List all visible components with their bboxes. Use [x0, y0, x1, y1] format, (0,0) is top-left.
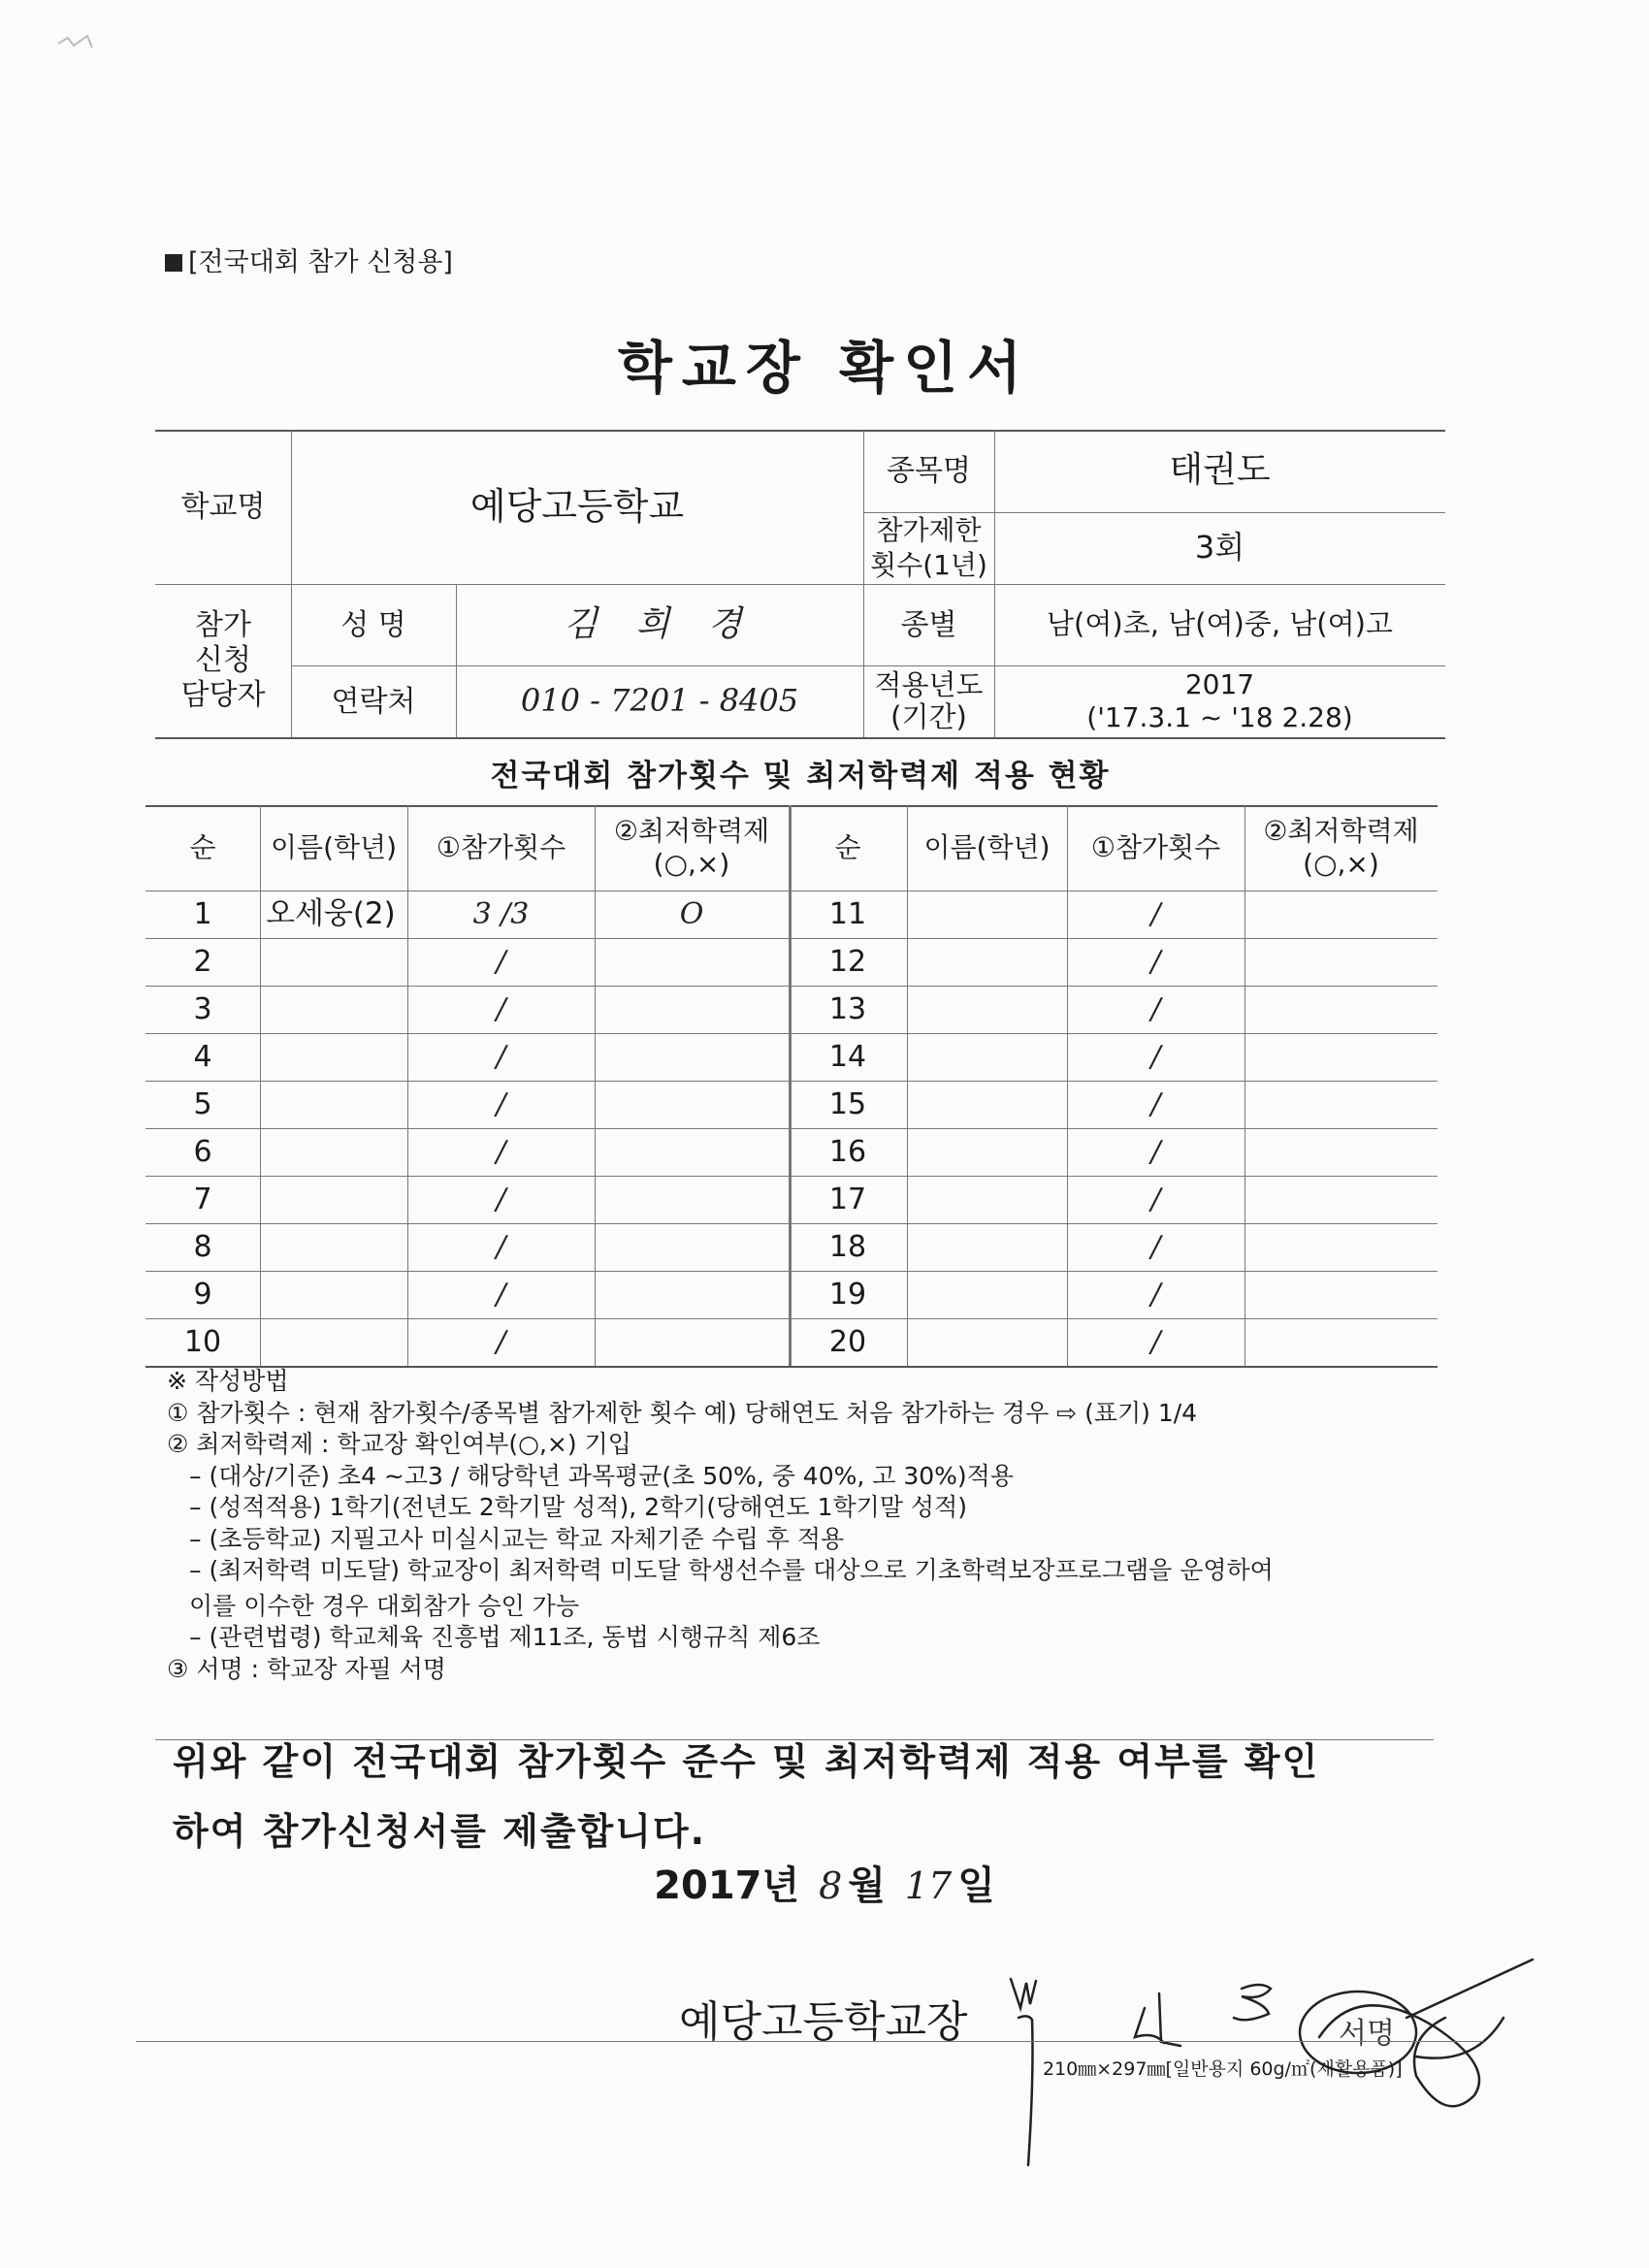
- contact-value-handwritten: 010 - 7201 - 8405: [520, 682, 799, 720]
- table-cell-academic: [595, 1223, 789, 1271]
- table-cell-no: 18: [828, 1230, 867, 1264]
- table-cell-count: /: [1150, 1087, 1161, 1121]
- applicant-label-line3: 담당자: [180, 678, 266, 712]
- instruction-line: – (관련법령) 학교체육 진흥법 제11조, 동법 시행규칙 제6조: [189, 1623, 821, 1651]
- table-cell-academic: [1245, 1128, 1438, 1176]
- table-cell-name: [907, 1176, 1067, 1223]
- sport-value: 태권도: [1169, 450, 1271, 491]
- participation-limit-value: 3회: [1194, 529, 1245, 567]
- submission-date: [0, 1855, 1649, 1910]
- status-table-title: 전국대회 참가횟수 및 최저학력제 적용 현황: [490, 758, 1111, 794]
- participation-limit-label: [863, 512, 994, 584]
- table-cell-no: 4: [193, 1040, 212, 1074]
- table-cell-name: [260, 938, 407, 986]
- statement-line-2: 하여 참가신청서를 제출합니다.: [173, 1810, 707, 1853]
- header-order: 순: [189, 830, 216, 863]
- table-cell-count: /: [496, 1278, 506, 1312]
- instruction-line: 이를 이수한 경우 대회참가 승인 가능: [189, 1591, 579, 1620]
- contact-label: 연락처: [331, 684, 416, 719]
- table-cell-count: /: [496, 992, 506, 1026]
- applicable-year-label-line2: (기간): [890, 700, 967, 733]
- table-cell-no: 7: [193, 1183, 212, 1216]
- date-month-label: 월: [848, 1863, 886, 1908]
- school-name-value: 예당고등학교: [469, 484, 685, 528]
- table-cell-name: [260, 1318, 407, 1366]
- applicable-year-label-line1: 적용년도: [874, 667, 984, 701]
- table-cell-count: /: [496, 1325, 506, 1359]
- table-cell-no: 8: [193, 1230, 212, 1264]
- applicant-manager-label: [155, 584, 291, 737]
- table-cell-name: [260, 1033, 407, 1081]
- table-cell-count: /: [1150, 1230, 1161, 1264]
- principal-title: 예당고등학교장: [679, 1997, 968, 2047]
- table-cell-academic: [595, 1128, 789, 1176]
- school-name-label: 학교명: [180, 490, 266, 524]
- table-cell-count: /: [496, 1230, 506, 1264]
- applicable-period: ('17.3.1 ~ '18 2.28): [1086, 701, 1353, 733]
- table-cell-academic: [1245, 1176, 1438, 1223]
- table-cell-no: 9: [193, 1278, 212, 1312]
- sport-label: 종목명: [887, 454, 971, 488]
- table-cell-no: 12: [828, 945, 867, 979]
- table-cell-name: [907, 986, 1067, 1033]
- table-cell-count: 3 /3: [472, 897, 530, 931]
- header-minimum-academic-line1: ②최저학력제: [1263, 815, 1419, 848]
- table-cell-name: [907, 1271, 1067, 1318]
- table-cell-name: [907, 938, 1067, 986]
- table-cell-no: 10: [183, 1325, 222, 1359]
- square-bullet-icon: [165, 254, 182, 272]
- table-cell-no: 13: [828, 992, 867, 1026]
- table-cell-academic: [595, 1318, 789, 1366]
- stamp-text: 서명: [1339, 2017, 1395, 2051]
- table-cell-academic: [595, 1081, 789, 1128]
- instruction-line: – (대상/기준) 초4 ~고3 / 해당학년 과목평균(초 50%, 중 40%, 고 30%)적용: [189, 1461, 1014, 1490]
- table-cell-academic: [1245, 938, 1438, 986]
- table-cell-academic: [1245, 1081, 1438, 1128]
- header-minimum-academic-line2: (○,×): [1303, 848, 1379, 880]
- date-month-handwritten: 8: [819, 1864, 843, 1907]
- header-minimum-academic: [595, 805, 789, 891]
- table-cell-count: /: [1150, 1278, 1161, 1312]
- table-cell-no: 5: [193, 1087, 212, 1121]
- table-cell-no: 16: [828, 1135, 867, 1169]
- header-name-grade: 이름(학년): [923, 830, 1051, 863]
- table-cell-name: [260, 1271, 407, 1318]
- table-cell-academic: [595, 986, 789, 1033]
- table-cell-no: 3: [193, 992, 212, 1026]
- table-cell-name: [907, 891, 1067, 938]
- table-cell-name: [260, 986, 407, 1033]
- date-day-handwritten: 17: [904, 1864, 953, 1907]
- table-cell-academic: [1245, 1223, 1438, 1271]
- header-name-grade: 이름(학년): [270, 830, 398, 863]
- document-title: 학교장 확인서: [617, 335, 1032, 401]
- section-tag-text: [전국대회 참가 신청용]: [188, 247, 453, 277]
- table-cell-academic: [595, 938, 789, 986]
- header-minimum-academic-line2: (○,×): [653, 848, 730, 880]
- table-cell-count: /: [1150, 1325, 1161, 1359]
- table-cell-academic: [1245, 986, 1438, 1033]
- table-cell-count: /: [496, 945, 506, 979]
- table-cell-academic: [595, 1271, 789, 1318]
- table-cell-count: /: [496, 1135, 506, 1169]
- applicant-label-line1: 참가: [195, 608, 251, 642]
- category-label: 종별: [900, 607, 957, 642]
- applicable-year-value: [994, 665, 1445, 737]
- table-cell-name: 오세웅(2): [266, 896, 396, 932]
- confirmation-statement: [173, 1727, 1463, 1866]
- instruction-line: – (성적적용) 1학기(전년도 2학기말 성적), 2학기(당해연도 1학기말 성적): [189, 1493, 967, 1521]
- header-order: 순: [834, 830, 861, 863]
- table-cell-academic: [595, 1176, 789, 1223]
- table-cell-name: [907, 1033, 1067, 1081]
- instruction-line: ① 참가횟수 : 현재 참가횟수/종목별 참가제한 횟수 예) 당해연도 처음 참가하는 경우 ⇨ (표기) 1/4: [167, 1398, 1198, 1427]
- table-cell-no: 2: [193, 945, 212, 979]
- table-cell-no: 19: [828, 1278, 867, 1312]
- header-participation-count: ①참가횟수: [1090, 830, 1221, 863]
- name-label: 성 명: [340, 607, 406, 642]
- applicable-year-label: [863, 665, 994, 737]
- header-minimum-academic-line1: ②최저학력제: [613, 815, 770, 848]
- table-cell-name: [907, 1223, 1067, 1271]
- table-cell-name: [907, 1081, 1067, 1128]
- status-table-bottom-border: [146, 1366, 1438, 1368]
- table-cell-academic: [595, 1033, 789, 1081]
- table-cell-count: /: [1150, 945, 1161, 979]
- table-cell-no: 11: [828, 897, 867, 931]
- paper-spec: 210㎜×297㎜[일반용지 60g/㎡(재활용품)]: [1043, 2058, 1403, 2080]
- table-cell-name: [907, 1128, 1067, 1176]
- header-minimum-academic: [1245, 805, 1438, 891]
- instruction-line: ※ 작성방법: [167, 1367, 289, 1395]
- table-cell-academic: [1245, 1033, 1438, 1081]
- statement-line-1: 위와 같이 전국대회 참가횟수 준수 및 최저학력제 적용 여부를 확인: [173, 1740, 1320, 1783]
- participation-limit-label-line1: 참가제한: [876, 513, 982, 546]
- table-cell-count: /: [496, 1183, 506, 1216]
- table-cell-no: 14: [828, 1040, 867, 1074]
- instruction-line: ② 최저학력제 : 학교장 확인여부(○,×) 기입: [167, 1430, 631, 1458]
- category-value: 남(여)초, 남(여)중, 남(여)고: [1047, 607, 1393, 641]
- table-cell-name: [260, 1176, 407, 1223]
- table-cell-count: /: [1150, 1135, 1161, 1169]
- instruction-line: ③ 서명 : 학교장 자필 서명: [167, 1654, 446, 1683]
- name-value-handwritten: 김 희 경: [564, 603, 756, 644]
- table-cell-academic: [1245, 891, 1438, 938]
- table-cell-count: /: [1150, 1040, 1161, 1074]
- table-cell-name: [260, 1223, 407, 1271]
- date-day-label: 일: [957, 1863, 995, 1908]
- instruction-line: – (초등학교) 지필고사 미실시교는 학교 자체기준 수립 후 적용: [189, 1524, 845, 1553]
- table-cell-no: 15: [828, 1087, 867, 1121]
- table-cell-no: 20: [828, 1325, 867, 1359]
- table-cell-count: /: [496, 1040, 506, 1074]
- instruction-line: – (최저학력 미도달) 학교장이 최저학력 미도달 학생선수를 대상으로 기초학력보장프로그램을 운영하여: [189, 1556, 1274, 1584]
- table-cell-count: /: [496, 1087, 506, 1121]
- table-cell-no: 17: [828, 1183, 867, 1216]
- table-cell-name: [260, 1128, 407, 1176]
- date-year: 2017년: [654, 1863, 800, 1908]
- table-cell-count: /: [1150, 897, 1161, 931]
- header-participation-count: ①참가횟수: [436, 830, 566, 863]
- table-cell-name: [260, 1081, 407, 1128]
- table-cell-no: 6: [193, 1135, 212, 1169]
- table-cell-name: [907, 1318, 1067, 1366]
- footer-divider: [136, 2041, 1484, 2042]
- table-cell-count: /: [1150, 1183, 1161, 1216]
- applicable-year: 2017: [1184, 668, 1255, 701]
- table-cell-academic: O: [679, 897, 704, 931]
- info-table-bottom-border: [155, 737, 1445, 739]
- scan-speck-mark: [53, 24, 112, 67]
- applicant-label-line2: 신청: [195, 643, 251, 677]
- section-tag: [165, 241, 453, 278]
- table-cell-no: 1: [193, 897, 212, 931]
- table-cell-academic: [1245, 1318, 1438, 1366]
- table-cell-academic: [1245, 1271, 1438, 1318]
- participation-limit-label-line2: 횟수(1년): [870, 549, 987, 581]
- table-cell-count: /: [1150, 992, 1161, 1026]
